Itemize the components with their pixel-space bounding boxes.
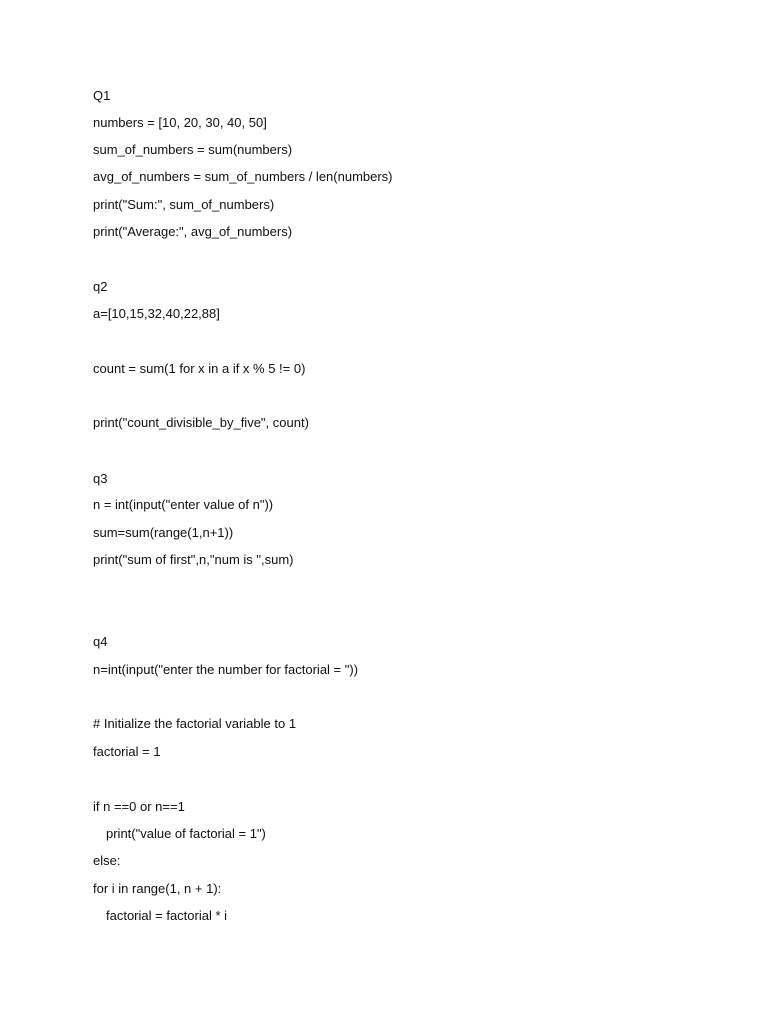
code-line: print("Sum:", sum_of_numbers) xyxy=(93,197,275,212)
code-line: factorial = 1 xyxy=(93,744,161,759)
code-line-indented: print("value of factorial = 1") xyxy=(106,826,266,841)
code-line: print("count_divisible_by_five", count) xyxy=(93,415,309,430)
code-line: count = sum(1 for x in a if x % 5 != 0) xyxy=(93,361,306,376)
heading-q1: Q1 xyxy=(93,88,111,103)
code-line: else: xyxy=(93,853,121,868)
code-line: n=int(input("enter the number for factorial = ")) xyxy=(93,662,359,677)
code-line: sum_of_numbers = sum(numbers) xyxy=(93,142,293,157)
code-line: print("sum of first",n,"num is ",sum) xyxy=(93,552,294,567)
code-line: avg_of_numbers = sum_of_numbers / len(numbers) xyxy=(93,169,393,184)
code-line-indented: factorial = factorial * i xyxy=(106,908,228,923)
code-comment: # Initialize the factorial variable to 1 xyxy=(93,716,297,731)
code-line: for i in range(1, n + 1): xyxy=(93,881,222,896)
heading-q4: q4 xyxy=(93,634,108,649)
code-line: n = int(input("enter value of n")) xyxy=(93,497,274,512)
code-line: a=[10,15,32,40,22,88] xyxy=(93,306,220,321)
code-line: numbers = [10, 20, 30, 40, 50] xyxy=(93,115,267,130)
code-line: print("Average:", avg_of_numbers) xyxy=(93,224,293,239)
code-line: if n ==0 or n==1 xyxy=(93,799,185,814)
heading-q3: q3 xyxy=(93,471,108,486)
code-line: sum=sum(range(1,n+1)) xyxy=(93,525,234,540)
heading-q2: q2 xyxy=(93,279,108,294)
